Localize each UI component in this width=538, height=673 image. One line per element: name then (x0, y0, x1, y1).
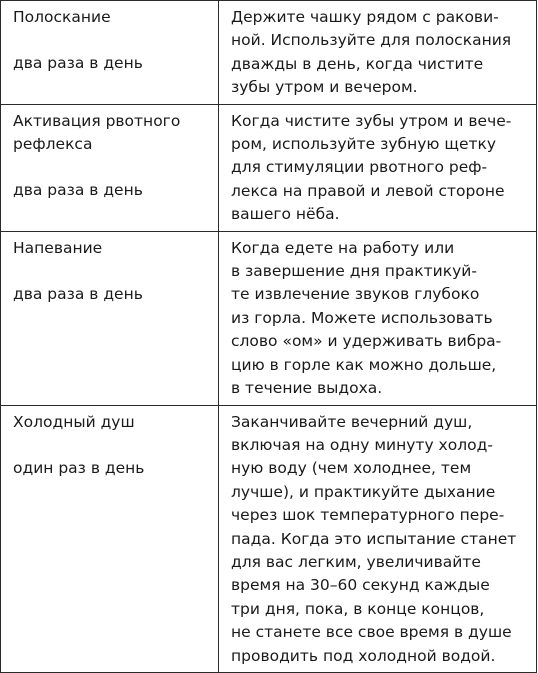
description-line: ной. Используйте для полоскания (231, 31, 512, 50)
description-line: зубы утром и вечером. (231, 78, 418, 97)
description-line: через шок температурного пере- (231, 506, 505, 525)
exercise-description (219, 231, 537, 405)
description-line: слово «ом» и удерживать вибра- (231, 332, 502, 351)
exercise-frequency: два раза в день (13, 285, 143, 304)
exercise-frequency: два раза в день (13, 181, 143, 200)
description-line: из горла. Можете использовать (231, 308, 493, 327)
description-line: Заканчивайте вечерний душ, (231, 412, 473, 431)
description-line: для вас легким, увеличивайте (231, 552, 481, 571)
description-line: вашего нёба. (231, 205, 340, 224)
exercise-name: Холодный душ (13, 412, 135, 431)
description-line: дважды в день, когда чистите (231, 54, 484, 73)
table-row (1, 1, 537, 105)
exercise-name: Полоскание (13, 8, 111, 26)
description-line: Когда едете на работу или (231, 238, 455, 257)
description-line: в течение выдоха. (231, 379, 383, 398)
description-line: Держите чашку рядом с ракови- (231, 8, 499, 26)
description-line: цию в горле как можно дольше, (231, 355, 497, 374)
exercise-name: Активация рвотного рефлекса (13, 111, 181, 154)
description-line: три дня, пока, в конце концов, (231, 599, 485, 618)
table-row (1, 405, 537, 672)
exercise-description (219, 405, 537, 672)
description-line: включая на одну минуту холод- (231, 435, 493, 454)
table-body (1, 1, 537, 673)
description-line: проводить под холодной водой. (231, 646, 496, 665)
description-line: для стимуляции рвотного реф- (231, 158, 488, 177)
description-line: ную воду (чем холоднее, тем (231, 459, 472, 478)
exercise-name: Напевание (13, 238, 103, 257)
description-line: время на 30–60 секунд каждые (231, 576, 490, 595)
exercise-description (219, 1, 537, 105)
exercise-cell (1, 405, 219, 672)
description-line: лучше), и практикуйте дыхание (231, 482, 496, 501)
description-line: лекса на правой и левой стороне (231, 181, 505, 200)
description-line: Когда чистите зубы утром и вече- (231, 111, 512, 130)
exercise-cell (1, 1, 219, 105)
table-row (1, 104, 537, 231)
description-line: пада. Когда это испытание станет (231, 529, 517, 548)
table-row (1, 231, 537, 405)
exercise-description (219, 104, 537, 231)
exercise-frequency: два раза в день (13, 54, 143, 73)
exercise-cell (1, 231, 219, 405)
description-line: те извлечение звуков глубоко (231, 285, 480, 304)
description-line: в завершение дня практикуй- (231, 262, 477, 281)
exercise-frequency: один раз в день (13, 458, 145, 477)
description-line: ром, используйте зубную щетку (231, 135, 497, 154)
description-line: не станете все свое время в душе (231, 623, 512, 642)
exercise-cell (1, 104, 219, 231)
